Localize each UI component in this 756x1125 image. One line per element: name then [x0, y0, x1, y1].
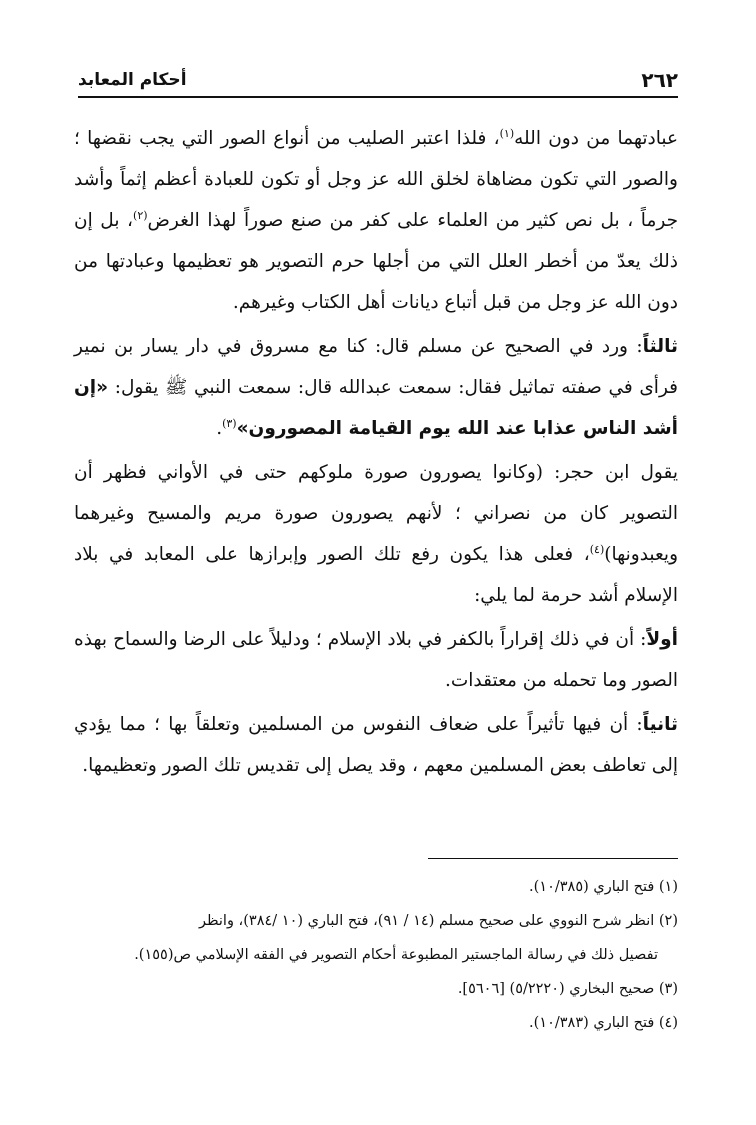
footnotes: [74, 870, 678, 1040]
footnote-2: (٢) انظر شرح النووي على صحيح مسلم (١٤ / ٩١)، فتح الباري (١٠ /٣٨٤)، وانظر: [198, 913, 678, 929]
running-header: [78, 60, 678, 98]
footnote-ref: (٣): [222, 416, 237, 430]
footnote-4: (٤) فتح الباري (١٠/٣٨٣).: [529, 1015, 678, 1031]
footnote-ref: (٢): [133, 208, 148, 222]
footnote-ref: (٤): [589, 542, 605, 556]
paragraph: [74, 619, 678, 701]
footnote-3: (٣) صحيح البخاري (٥/٢٢٢٠) [٥٦٠٦].: [457, 981, 678, 997]
text-run: يقول ابن حجر: (وكانوا يصورون صورة ملوكهم حتى في الأواني فظهر أن التصوير كان من نصراني ؛ لأنهم يصورون صورة مريم والمسيح وغيرهما ويعبدونها): [74, 462, 678, 565]
list-marker: أولاً: [646, 629, 678, 650]
paragraph: [74, 326, 678, 449]
text-run: : أن فيها تأثيراً على ضعاف النفوس من المسلمين وتعلقاً بها ؛ مما يؤدي إلى تعاطف بعض المسلمين معهم ، وقد يصل إلى تقديس تلك الصور وتعظيمها.: [74, 714, 678, 776]
paragraph: [74, 452, 678, 616]
footnote-2-continued: تفصيل ذلك في رسالة الماجستير المطبوعة أحكام التصوير في الفقه الإسلامي ص(١٥٥).: [134, 947, 658, 963]
paragraph: [74, 704, 678, 786]
main-text: [74, 118, 678, 789]
book-title: أحكام المعابد: [78, 70, 187, 90]
paragraph: [74, 118, 678, 323]
list-marker: ثالثاً: [642, 336, 678, 357]
text-run: : ورد في الصحيح عن مسلم قال: كنا مع مسروق في دار يسار بن نمير فرأى في صفته تماثيل فقال: سمعت عبدالله قال: سمعت النبي ﷺ يقول:: [74, 336, 678, 398]
text-run: .: [216, 418, 223, 439]
footnote-divider: [428, 858, 678, 859]
text-run: : أن في ذلك إقراراً بالكفر في بلاد الإسلام ؛ ودليلاً على الرضا والسماح بهذه الصور وما تحمله من معتقدات.: [74, 629, 678, 691]
footnote-ref: (١): [499, 126, 515, 140]
hadith-quote: «إن أشد الناس عذابا عند الله يوم القيامة المصورون»: [74, 377, 678, 439]
text-run: ، بل إن ذلك يعدّ من أخطر العلل التي من أجلها حرم التصوير هو تعظيمها وعبادتها من دون الله عز وجل من قبل أتباع ديانات أهل الكتاب وغيرهم.: [74, 210, 678, 313]
page-number: ٢٦٢: [641, 68, 678, 92]
footnote-1: (١) فتح الباري (١٠/٣٨٥).: [529, 879, 678, 895]
text-run: ، فعلى هذا يكون رفع تلك الصور وإبرازها على المعابد في بلاد الإسلام أشد حرمة لما يلي:: [74, 544, 678, 606]
list-marker: ثانياً: [642, 714, 678, 735]
text-run: ، فلذا اعتبر الصليب من أنواع الصور التي يجب نقضها ؛ والصور التي تكون مضاهاة لخلق الله عز وجل أو تكون للعبادة أعظم إثماً وأشد جرماً ، بل نص كثير من العلماء على كفر من صنع صوراً لهذا الغرض: [74, 128, 678, 231]
text-run: عبادتهما من دون الله: [514, 128, 679, 149]
